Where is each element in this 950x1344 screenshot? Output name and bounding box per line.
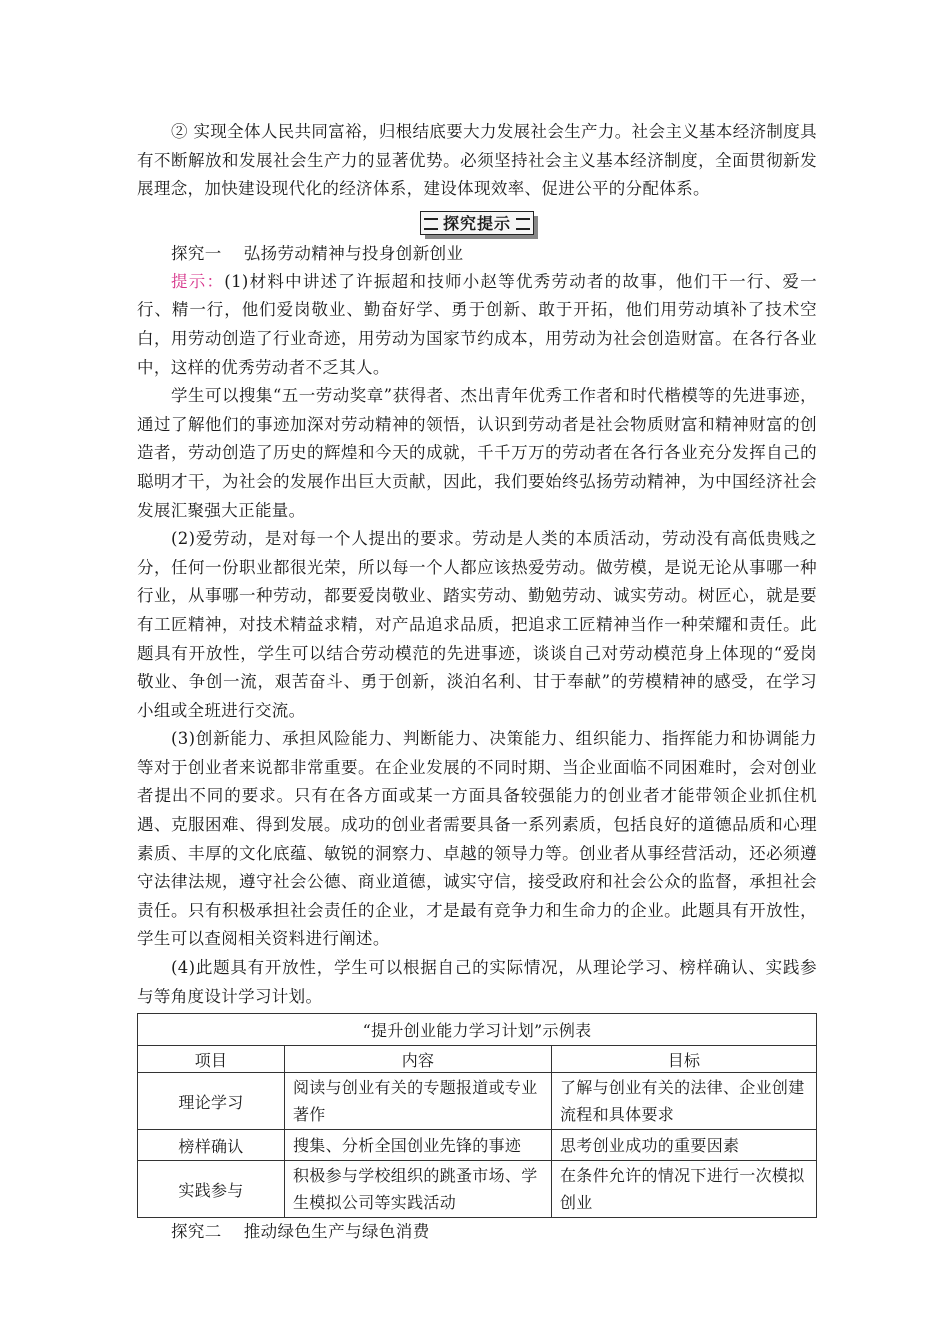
plan-table: [137, 1013, 817, 1218]
banner-label: 探究提示: [420, 211, 534, 235]
section1-title: 弘扬劳动精神与投身创新创业: [243, 243, 464, 263]
table-cell: 思考创业成功的重要因素: [552, 1130, 817, 1161]
table-row: [138, 1161, 817, 1218]
paragraph-2: 学生可以搜集“五一劳动奖章”获得者、杰出青年优秀工作者和时代楷模等的先进事迹，通过了解他们的事迹加深对劳动精神的领悟，认识到劳动者是社会物质财富和精神财富的创造者，劳动创造了历史的辉煌和今天的成就，千千万万的劳动者在各行各业充分发挥自己的聪明才干，为社会的发展作出巨大贡献，因此，我们要始终弘扬劳动精神，为中国经济社会发展汇聚强大正能量。: [137, 386, 817, 520]
table-row: [138, 1073, 817, 1130]
intro-paragraph: ② 实现全体人民共同富裕，归根结底要大力发展社会生产力。社会主义基本经济制度具有不断解放和发展社会生产力的显著优势。必须坚持社会主义基本经济制度，全面贯彻新发展理念，加快建设现代化的经济体系，建设体现效率、促进公平的分配体系。: [137, 122, 817, 199]
section-banner: [137, 208, 817, 238]
table-cell: 搜集、分析全国创业先锋的事迹: [285, 1130, 552, 1161]
table-header: 项目: [138, 1046, 285, 1073]
table-caption: “提升创业能力学习计划”示例表: [138, 1014, 817, 1046]
table-cell: 理论学习: [138, 1073, 285, 1130]
section2-heading: [137, 1218, 817, 1246]
table-cell: 阅读与创业有关的专题报道或专业著作: [285, 1073, 552, 1130]
section2-label: 探究二: [171, 1222, 222, 1242]
section2-title: 推动绿色生产与绿色消费: [243, 1222, 430, 1242]
paragraph-3: (2)爱劳动，是对每一个人提出的要求。劳动是人类的本质活动，劳动没有高低贵贱之分，任何一份职业都很光荣，所以每一个人都应该热爱劳动。做劳模，是说无论从事哪一种行业，从事哪一种劳动，都要爱岗敬业、踏实劳动、勤勉劳动、诚实劳动。树匠心，就是要有工匠精神，对技术精益求精，对产品追求品质，把追求工匠精神当作一种荣耀和责任。此题具有开放性，学生可以结合劳动模范的先进事迹，谈谈自己对劳动模范身上体现的“爱岗敬业、争创一流，艰苦奋斗、勇于创新，淡泊名利、甘于奉献”的劳模精神的感受，在学习小组或全班进行交流。: [137, 529, 817, 720]
table-header: 目标: [552, 1046, 817, 1073]
table-cell: 榜样确认: [138, 1130, 285, 1161]
paragraph-1: 提示：(1)材料中讲述了许振超和技师小赵等优秀劳动者的故事，他们干一行、爱一行、精一行，他们爱岗敬业、勤奋好学、勇于创新、敢于开拓，他们用劳动填补了技术空白，用劳动创造了行业奇迹，用劳动为国家节约成本，用劳动为社会创造财富。在各行各业中，这样的优秀劳动者不乏其人。: [137, 271, 817, 377]
table-cell: 在条件允许的情况下进行一次模拟创业: [552, 1161, 817, 1218]
table-cell: 了解与创业有关的法律、企业创建流程和具体要求: [552, 1073, 817, 1130]
hint-label: 提示：: [171, 271, 225, 291]
table-cell: 积极参与学校组织的跳蚤市场、学生模拟公司等实践活动: [285, 1161, 552, 1218]
document-page: [137, 118, 817, 1246]
table-row: [138, 1130, 817, 1161]
paragraph-5: (4)此题具有开放性，学生可以根据自己的实际情况，从理论学习、榜样确认、实践参与等角度设计学习计划。: [137, 958, 817, 1006]
section1-heading: [137, 240, 817, 268]
section1-label: 探究一: [171, 243, 222, 263]
table-cell: 实践参与: [138, 1161, 285, 1218]
paragraph-4: (3)创新能力、承担风险能力、判断能力、决策能力、组织能力、指挥能力和协调能力等对于创业者来说都非常重要。在企业发展的不同时期、当企业面临不同困难时，会对创业者提出不同的要求。只有在各方面或某一方面具备较强能力的创业者才能带领企业抓住机遇、克服困难、得到发展。成功的创业者需要具备一系列素质，包括良好的道德品质和心理素质、丰厚的文化底蕴、敏锐的洞察力、卓越的领导力等。创业者从事经营活动，还必须遵守法律法规，遵守社会公德、商业道德，诚实守信，接受政府和社会公众的监督，承担社会责任。只有积极承担社会责任的企业，才是最有竞争力和生命力的企业。此题具有开放性，学生可以查阅相关资料进行阐述。: [137, 729, 817, 949]
table-header-row: [138, 1046, 817, 1073]
table-header: 内容: [285, 1046, 552, 1073]
